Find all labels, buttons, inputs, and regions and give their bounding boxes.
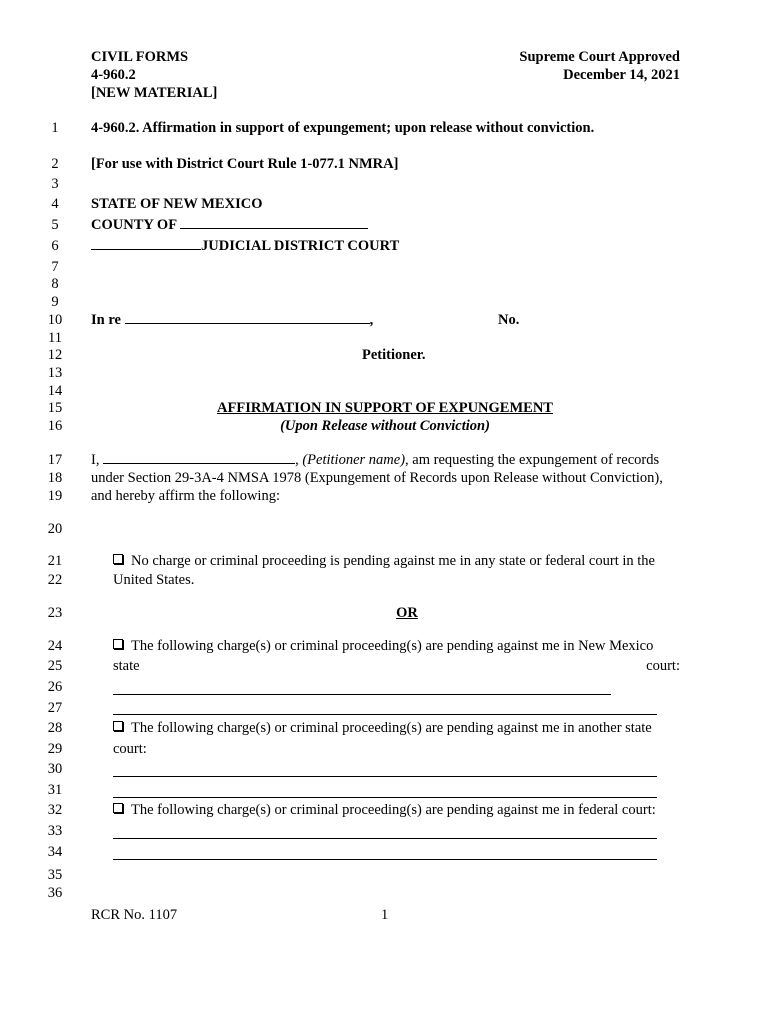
county-blank[interactable] (180, 216, 368, 229)
line-number: 36 (47, 885, 63, 901)
line-number: 20 (47, 521, 63, 537)
option-other-state-court-text-2: court: (113, 741, 147, 757)
district-court-label: JUDICIAL DISTRICT COURT (201, 238, 400, 254)
header-civil-forms: CIVIL FORMS (91, 49, 189, 65)
intro-text-1: , am requesting the expungement of records (405, 452, 660, 468)
line-number: 18 (47, 470, 63, 486)
intro-comma: , (295, 452, 299, 468)
line-number: 1 (51, 120, 59, 136)
line-number: 16 (47, 418, 63, 434)
line-number: 6 (51, 238, 59, 254)
line-number: 12 (47, 347, 63, 363)
line-number: 29 (47, 741, 63, 757)
option-no-charges (113, 552, 655, 570)
header-new-material: [NEW MATERIAL] (91, 85, 218, 101)
county-label: COUNTY OF (91, 217, 177, 233)
line-number: 2 (51, 156, 59, 172)
line-number: 32 (47, 802, 63, 818)
line-number: 9 (51, 294, 59, 310)
checkbox-nm-state-court[interactable] (113, 639, 123, 649)
line-number: 30 (47, 761, 63, 777)
intro-i: I, (91, 452, 100, 468)
option-no-charges-text: No charge or criminal proceeding is pending against me in any state or federal court in the (131, 553, 655, 569)
line-number: 5 (51, 217, 59, 233)
petitioner-name-blank[interactable] (103, 451, 295, 464)
district-blank[interactable] (91, 237, 201, 250)
in-re-blank[interactable] (125, 311, 370, 324)
federal-charges-blank-2[interactable] (113, 859, 657, 860)
line-number: 14 (47, 383, 63, 399)
option-other-state-court-text: The following charge(s) or criminal proceeding(s) are pending against me in another state (131, 720, 652, 736)
intro-line-3: and hereby affirm the following: (91, 488, 280, 504)
line-number: 15 (47, 400, 63, 416)
line-number: 26 (47, 679, 63, 695)
line-number: 17 (47, 452, 63, 468)
nm-charges-blank-1[interactable] (113, 694, 611, 695)
line-number: 10 (47, 312, 63, 328)
in-re-label: In re (91, 312, 121, 328)
line-number: 19 (47, 488, 63, 504)
other-state-charges-blank-2[interactable] (113, 797, 657, 798)
case-number-label: No. (498, 312, 520, 328)
or-divider: OR (396, 605, 418, 621)
federal-charges-blank-1[interactable] (113, 838, 657, 839)
line-number: 3 (51, 176, 59, 192)
checkbox-federal-court[interactable] (113, 803, 123, 813)
line-number: 21 (47, 553, 63, 569)
option-no-charges-text-2: United States. (113, 572, 195, 588)
line-number: 4 (51, 196, 59, 212)
header-date: December 14, 2021 (563, 67, 680, 83)
line-number: 13 (47, 365, 63, 381)
intro-line-1 (91, 451, 680, 469)
line-number: 22 (47, 572, 63, 588)
option-federal-court (113, 801, 656, 819)
option-nm-state-word: state (113, 658, 140, 674)
line-number: 25 (47, 658, 63, 674)
intro-line-2: under Section 29-3A-4 NMSA 1978 (Expungement of Records upon Release without Conviction), (91, 470, 663, 486)
nm-charges-blank-2[interactable] (113, 714, 657, 715)
option-nm-court-word: court: (646, 658, 680, 674)
line-number: 8 (51, 276, 59, 292)
line-number: 34 (47, 844, 63, 860)
county-caption (91, 216, 368, 234)
other-state-charges-blank-1[interactable] (113, 776, 657, 777)
affirmation-subheading: (Upon Release without Conviction) (280, 418, 490, 434)
line-number: 23 (47, 605, 63, 621)
affirmation-heading: AFFIRMATION IN SUPPORT OF EXPUNGEMENT (217, 400, 553, 416)
option-other-state-court (113, 719, 652, 737)
option-federal-court-text: The following charge(s) or criminal proceeding(s) are pending against me in federal court: (131, 802, 656, 818)
line-number: 28 (47, 720, 63, 736)
checkbox-no-charges[interactable] (113, 554, 123, 564)
line-number: 31 (47, 782, 63, 798)
petitioner-label: Petitioner. (362, 347, 426, 363)
checkbox-other-state-court[interactable] (113, 721, 123, 731)
in-re-comma: , (369, 312, 374, 328)
district-court-caption (91, 237, 399, 255)
line-number: 27 (47, 700, 63, 716)
in-re-line (91, 311, 373, 329)
rule-note: [For use with District Court Rule 1-077.1 NMRA] (91, 156, 399, 172)
header-form-number: 4-960.2 (91, 67, 136, 83)
line-number: 24 (47, 638, 63, 654)
footer-rcr-number: RCR No. 1107 (91, 907, 178, 923)
line-number: 35 (47, 867, 63, 883)
header-approval: Supreme Court Approved (519, 49, 680, 65)
petitioner-name-hint: (Petitioner name) (302, 452, 406, 468)
option-nm-state-court (113, 637, 653, 655)
line-number: 11 (48, 330, 62, 346)
option-nm-state-court-text: The following charge(s) or criminal proceeding(s) are pending against me in New Mexico (131, 638, 654, 654)
line-number: 7 (51, 259, 59, 275)
line-number: 33 (47, 823, 63, 839)
form-title: 4-960.2. Affirmation in support of expungement; upon release without conviction. (91, 120, 595, 136)
footer-page-number: 1 (381, 907, 389, 923)
state-caption: STATE OF NEW MEXICO (91, 196, 263, 212)
